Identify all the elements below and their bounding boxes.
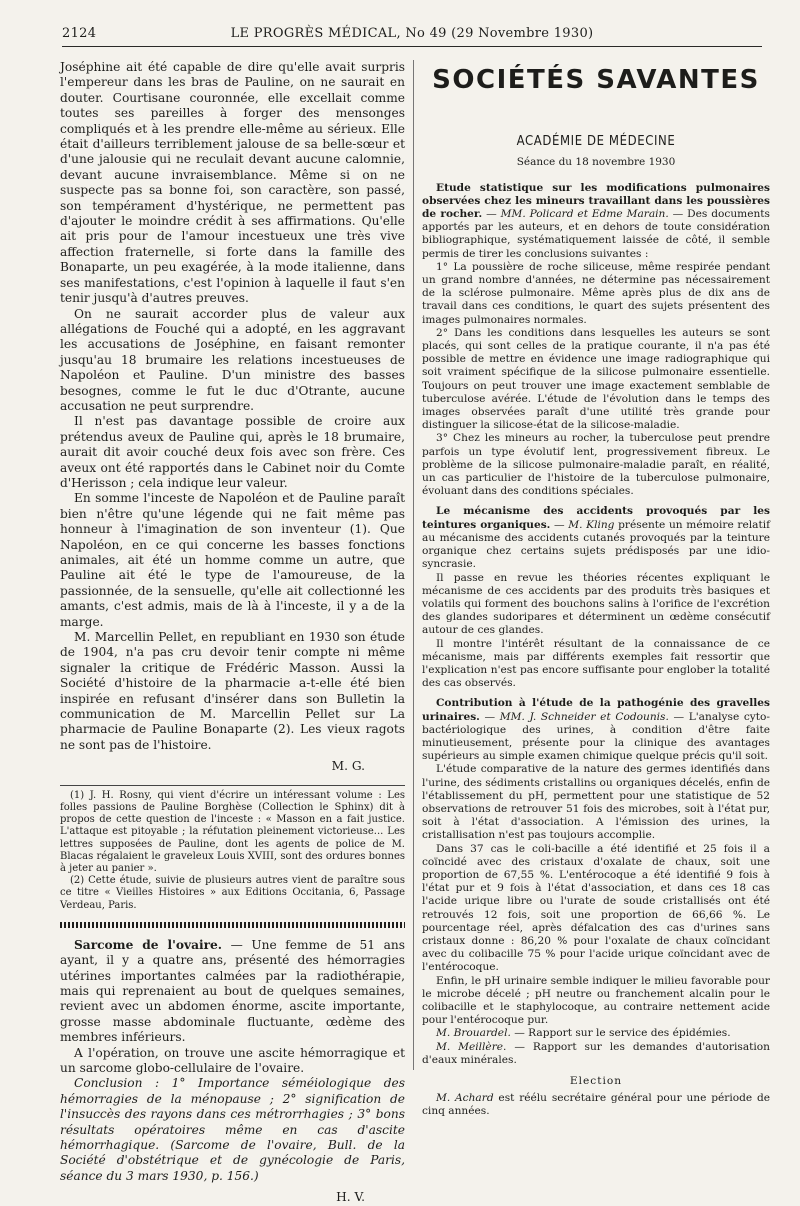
silicosis-point-1: 1° La poussière de roche siliceuse, même respirée pendant un grand nombre d'années, ne détermine pas nécessairement de la sclérose pulmonaire. Même après plus de dix ans de travail dans ces conditions, le quart des sujets présentent des images pulmonaires normales.	[422, 260, 770, 326]
footnote-2: (2) Cette étude, suivie de plusieurs autres vient de paraître sous ce titre « Vieilles Histoires » aux Editions Occitania, 6, Passage Verdeau, Paris.	[60, 875, 405, 911]
item-dyes-block	[422, 505, 770, 690]
case-title: Sarcome de l'ovaire.	[74, 937, 223, 952]
item-silicosis-title: Etude statistique sur les modifications pulmonaires observées chez les mineurs travaillant dans les poussières de rocher.	[422, 181, 770, 221]
item-silicosis-text: Des documents apportés par les auteurs, et en dehors de toute considération bibliographique, systématiquement laissée de côté, il semble permis de tirer les conclusions suivantes :	[422, 208, 770, 260]
case-report	[60, 938, 405, 1046]
item-dyes-title: Le mécanisme des accidents provoqués par les teintures organiques.	[422, 505, 770, 531]
paragraph-en-somme: En somme l'inceste de Napoléon et de Pauline paraît bien n'être qu'une légende qui ne fait même pas honneur à l'imagination de son inventeur (1). Que Napoléon, en ce qui concerne les basses fonctions animales, ait été un homme comme un autre, que Pauline ait été le type de l'amoureuse, de la passionnée, de la sensuelle, qu'elle ait collectionné les amants, c'est admis, mais de là à l'inceste, il y a de la marge.	[60, 491, 405, 629]
left-column	[60, 60, 405, 1206]
item-gravel-text: L'analyse cyto-bactériologique des urines, à condition d'être faite minutieusement, présente pour la clinique des avantages supérieurs au simple examen chimique quelque précis qu'il soit.	[422, 710, 770, 763]
item-gravel-more-2: Dans 37 cas le coli-bacille a été identifié et 25 fois il a coïncidé avec des cristaux d'oxalate de chaux, soit une proportion de 67,55 %. L'entérocoque a été identifié 9 fois à l'état pur et 9 fois à l'état d'association, et dans ces 18 cas l'acide urique libre ou l'urate de soude cristallisés ont été retrouvés 12 fois, soit une proportion de 66,66 %. Le pourcentage réel, après défalcation des cas d'urines sans cristaux donne : 86,20 % pour l'oxalate de chaux coïncidant avec du colibacille 75 % pour l'acide urique coïncidant avec de l'entérocoque.	[422, 842, 770, 974]
item-gravel-more-3: Enfin, le pH urinaire semble indiquer le milieu favorable pour le microbe décelé ; pH neutre ou franchement alcalin pour le colibacille et le staphylocoque, au contraire nettement acide pour l'entérocoque pur.	[422, 974, 770, 1027]
section-title: SOCIÉTÉS SAVANTES	[432, 65, 760, 95]
footnote-1: (1) J. H. Rosny, qui vient d'écrire un intéressant volume : Les folles passions de Pauline Borghèse (Collection le Sphinx) dit à propos de cette question de l'inceste : « Masson en a fait justice. L'attaque est pitoyable ; la réfutation pleinement victorieuse... Les lettres supposées de Pauline, dont les agents de police de M. Blacas régalaient le graveleux Louis XVIII, sont des ordures bonnes à jeter au panier ».	[60, 789, 405, 874]
article-signature: M. G.	[331, 759, 365, 774]
case-operation: A l'opération, on trouve une ascite hémorragique et un sarcome globo-cellulaire de l'ovaire.	[60, 1045, 405, 1075]
item-silicosis	[422, 182, 770, 261]
silicosis-point-3: 3° Chez les mineurs au rocher, la tuberculose peut prendre parfois un type évolutif lent, progressivement fibreux. Le problème de la silicose pulmonaire-maladie paraît, en réalité, un cas particulier de l'histoire de la tuberculose pulmonaire, évoluant dans des conditions spéciales.	[422, 432, 770, 498]
column-divider	[413, 60, 414, 1070]
item-meillere	[422, 1041, 770, 1067]
silicosis-point-2: 2° Dans les conditions dans lesquelles les auteurs se sont placés, qui sont celles de la pratique courante, il n'a pas été possible de mettre en évidence une image radiographique qui soit vraiment spécifique de la silicose pulmonaire essentielle. Toujours on peut trouver une image exactement semblable de tuberculose avérée. L'étude de l'évolution dans le temps des images observées paraît d'une utilité très grande pour distinguer la silicose-état de la silicose-maladie.	[422, 326, 770, 432]
item-gravel-block	[422, 697, 770, 1027]
item-dyes-more-2: Il montre l'intérêt résultant de la connaissance de ce mécanisme, mais par différents exemples fait ressortir que l'explication n'est pas encore suffisante pour englober la totalité des cas observés.	[422, 637, 770, 690]
case-conclusion: Conclusion : 1° Importance séméiologique des hémorragies de la ménopause ; 2° signification de l'insuccès des rayons dans ces métrorrhagies ; 3° bons résultats opératoires même en cas d'ascite hémorrhagique. (Sarcome de l'ovaire, Bull. de la Société d'obstétrique et de gynécologie de Paris, séance du 3 mars 1930, p. 156.)	[60, 1076, 405, 1183]
item-brouardel	[422, 1027, 770, 1040]
academy-heading: ACADÉMIE DE MÉDECINE	[516, 134, 676, 150]
item-dyes	[422, 505, 770, 571]
paragraph-fouche: On ne saurait accorder plus de valeur aux allégations de Fouché qui a adopté, en les aggravant les accusations de Joséphine, en faisant remonter jusqu'au 18 brumaire les relations incestueuses de Napoléon et Pauline. D'un ministre des basses besognes, comme le fut le duc d'Otrante, aucune accusation ne peut surprendre.	[60, 306, 405, 413]
paragraph-pellet: M. Marcellin Pellet, en republiant en 1930 son étude de 1904, n'a pas cru devoir tenir compte ni même signaler la critique de Frédéric Masson. Aussi la Société d'histoire de la pharmacie a-t-elle été bien inspirée en refusant d'insérer dans son Bulletin la communication de M. Marcellin Pellet sur La pharmacie de Pauline Bonaparte (2). Les vieux ragots ne sont pas de l'histoire.	[60, 630, 405, 752]
case-text: — Une femme de 51 ans ayant, il y a quatre ans, présenté des hémorragies utérines importantes calmées par la radiothérapie, mais qui reprenaient au bout de quelques semaines, revient avec un abdomen énorme, ascite importante, grosse masse abdominale fluctuante, œdème des membres inférieurs.	[60, 937, 405, 1045]
item-dyes-text: présente un mémoire relatif au mécanisme des accidents cutanés provoqués par la teinture organique chez certains sujets prédisposés par une idio-syncrasie.	[422, 518, 771, 571]
right-column	[422, 60, 770, 1119]
item-gravel-title: Contribution à l'étude de la pathogénie des gravelles urinaires.	[422, 697, 770, 723]
item-gravel	[422, 697, 770, 763]
election-heading: Election	[569, 1075, 623, 1088]
item-silicosis-authors: — MM. Policard et Edme Marain. —	[482, 208, 688, 221]
achard-name: M. Achard	[436, 1092, 494, 1105]
case-signature: H. V.	[336, 1190, 365, 1205]
item-gravel-more-1: L'étude comparative de la nature des germes identifiés dans l'urine, des sédiments cristallins ou organiques décelés, enfin de l'établissement du pH, permettent pour une statistique de 52 observations de retrouver 51 fois des microbes, soit à l'état pur, soit à l'état d'association. A l'émission des urines, la cristallisation n'est pas toujours accomplie.	[422, 763, 770, 842]
brouardel-name: M. Brouardel.	[436, 1027, 511, 1040]
achard-text: est réélu secrétaire général pour une période de cinq années.	[422, 1092, 771, 1118]
item-achard	[422, 1092, 770, 1118]
paragraph-aveux: Il n'est pas davantage possible de croire aux prétendus aveux de Pauline qui, après le 18 brumaire, aurait dit avoir couché deux fois avec son frère. Ces aveux ont été rapportés dans le Cabinet noir du Comte d'Herisson ; cela indique leur valeur.	[60, 414, 405, 490]
journal-title: LE PROGRÈS MÉDICAL, No 49 (29 Novembre 1930)	[230, 26, 594, 41]
brouardel-text: — Rapport sur le service des épidémies.	[510, 1027, 731, 1040]
item-dyes-authors: — M. Kling	[550, 518, 619, 531]
session-date: Séance du 18 novembre 1930	[516, 156, 676, 169]
ornamental-divider	[60, 922, 405, 928]
item-dyes-more-1: Il passe en revue les théories récentes expliquant le mécanisme de ces accidents par des produits très basiques et volatils qui forment des bouchons salins à l'orifice de l'excrétion des glandes sudoripares et déterminent un œdème consécutif autour de ces glandes.	[422, 571, 770, 637]
paragraph-josephine: Joséphine ait été capable de dire qu'elle avait surpris l'empereur dans les bras de Pauline, on ne saurait en douter. Courtisane couronnée, elle excellait comme toutes ses pareilles à forger des mensonges compliqués et à les prendre elle-même au sérieux. Elle était d'ailleurs terriblement jalouse de sa belle-sœur et d'une jalousie qui ne reculait devant aucune calomnie, devant aucune invraisemblance. Même si on ne suspecte pas sa bonne foi, son caractère, son passé, son tempérament d'hystérique, ne permettent pas d'ajouter le moindre crédit à ses affirmations. Qu'elle ait pris pour de l'amour incestueux une très vive affection fraternelle, si forte dans la famille des Bonaparte, un peu exagérée, à la mode italienne, dans ses manifestations, c'est l'opinion à laquelle il faut s'en tenir jusqu'à d'autres preuves.	[60, 60, 405, 306]
footnote-rule	[60, 785, 405, 786]
page-number: 2124	[62, 26, 97, 41]
meillere-text: — Rapport sur les demandes d'autorisation d'eaux minérales.	[422, 1040, 770, 1066]
item-gravel-authors: — MM. J. Schneider et Codounis. —	[479, 710, 689, 723]
meillere-name: M. Meillère.	[436, 1040, 507, 1053]
running-header	[62, 26, 762, 47]
